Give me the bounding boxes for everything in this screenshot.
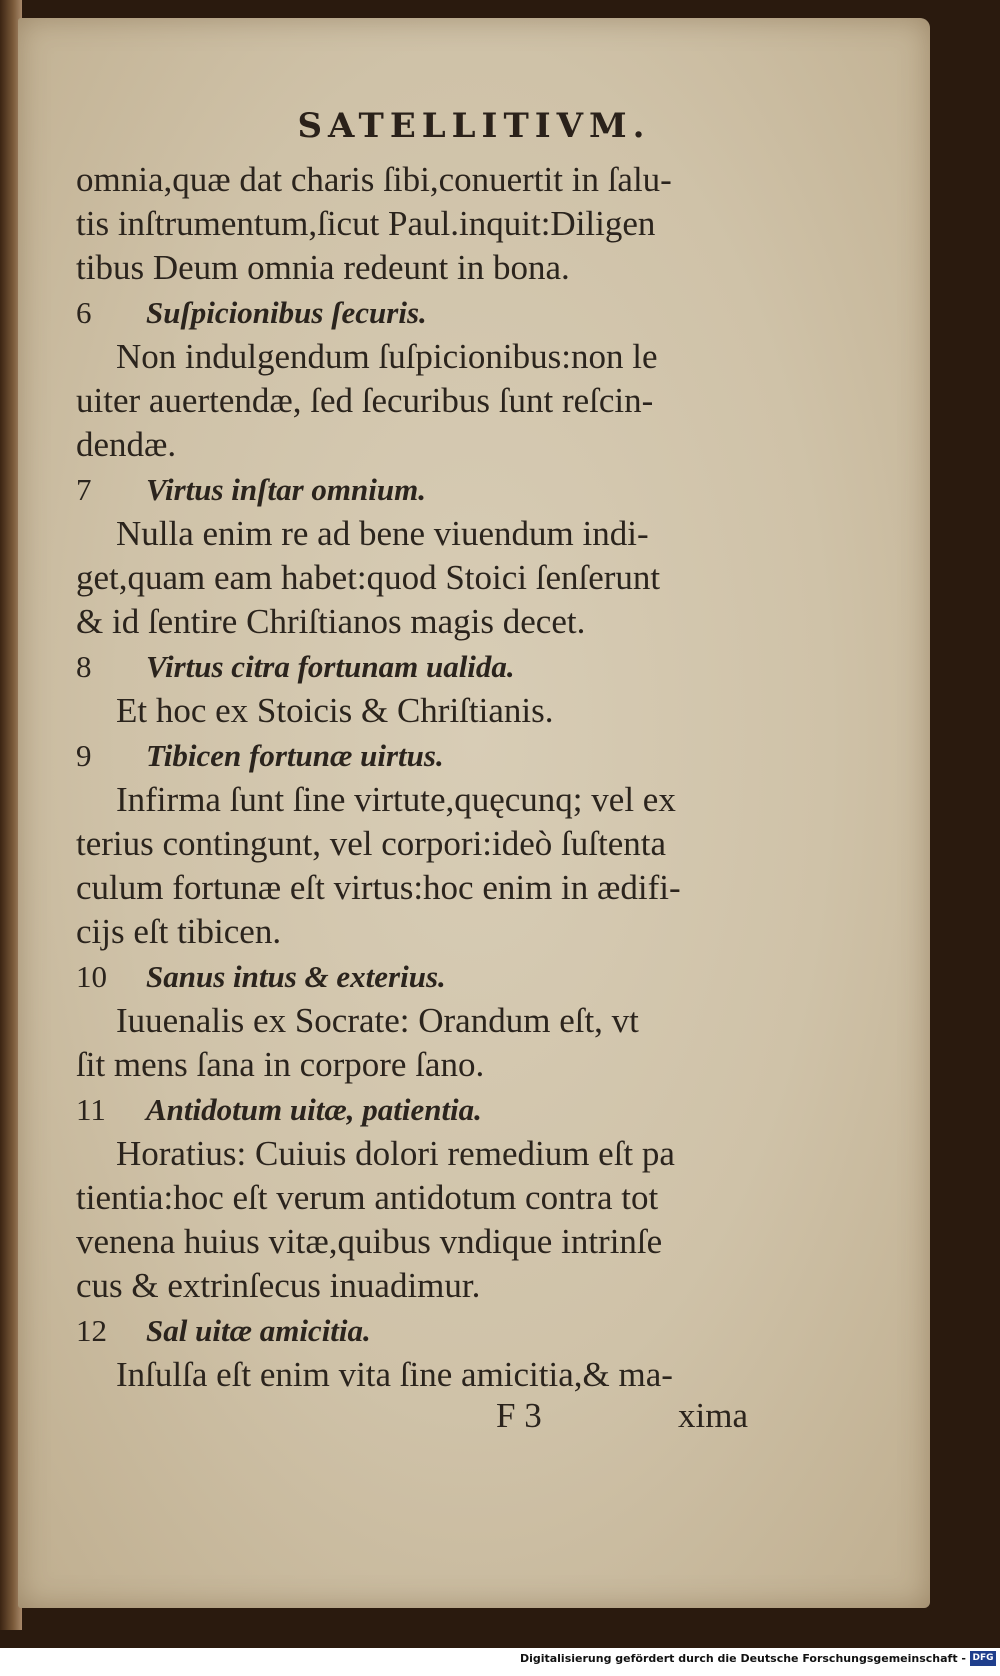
- text-line: culum fortunæ eſt virtus:hoc enim in ædifi-: [76, 868, 681, 907]
- text-line: Infirma ſunt ſine virtute,quęcunq; vel ex: [116, 780, 676, 819]
- page-text: [76, 158, 866, 1397]
- section-number: 12: [76, 1313, 107, 1348]
- text-line: venena huius vitæ,quibus vndique intrinſe: [76, 1222, 663, 1261]
- section-heading: [76, 733, 866, 778]
- section-number: 6: [76, 295, 92, 330]
- text-line: ſit mens ſana in corpore ſano.: [76, 1045, 485, 1084]
- text-line: dendæ.: [76, 425, 177, 464]
- text-line: Et hoc ex Stoicis & Chriſtianis.: [116, 691, 554, 730]
- text-line: Iuuenalis ex Socrate: Orandum eſt, vt: [116, 1001, 639, 1040]
- book-page: [18, 18, 930, 1608]
- text-line: tientia:hoc eſt verum antidotum contra tot: [76, 1178, 659, 1217]
- section-number: 11: [76, 1092, 106, 1127]
- text-line: tis inſtrumentum,ſicut Paul.inquit:Diligen: [76, 204, 656, 243]
- section-heading: [76, 290, 866, 335]
- section-title: Sanus intus & exterius.: [146, 959, 446, 994]
- section-number: 8: [76, 649, 92, 684]
- section-number: 9: [76, 738, 92, 773]
- dfg-logo: DFG: [970, 1651, 996, 1666]
- text-line: Inſulſa eſt enim vita ſine amicitia,& ma-: [116, 1355, 673, 1394]
- running-title: SATELLITIVM.: [297, 106, 651, 146]
- section-title: Virtus citra fortunam ualida.: [146, 649, 515, 684]
- page-footer: [18, 1396, 930, 1446]
- section-heading: [76, 1087, 866, 1132]
- catchword: xima: [678, 1396, 748, 1435]
- credit-text: Digitalisierung gefördert durch die Deutsche Forschungsgemeinschaft -: [519, 1652, 966, 1665]
- text-line: terius contingunt, vel corpori:ideò ſuſtenta: [76, 824, 666, 863]
- section-number: 10: [76, 959, 107, 994]
- section-heading: [76, 954, 866, 999]
- section-title: Tibicen fortunæ uirtus.: [146, 738, 444, 773]
- section-title: Virtus inſtar omnium.: [146, 472, 426, 507]
- text-line: Non indulgendum ſuſpicionibus:non le: [116, 337, 658, 376]
- text-line: get,quam eam habet:quod Stoici ſenſerunt: [76, 558, 661, 597]
- text-line: Horatius: Cuiuis dolori remedium eſt pa: [116, 1134, 675, 1173]
- text-line: cijs eſt tibicen.: [76, 912, 282, 951]
- text-line: uiter auertendæ, ſed ſecuribus ſunt reſcin-: [76, 381, 654, 420]
- section-title: Suſpicionibus ſecuris.: [146, 295, 427, 330]
- section-title: Antidotum uitæ, patientia.: [146, 1092, 482, 1127]
- text-line: tibus Deum omnia redeunt in bona.: [76, 248, 570, 287]
- credit-bar: [0, 1648, 1000, 1676]
- section-number: 7: [76, 472, 92, 507]
- section-heading: [76, 467, 866, 512]
- text-line: omnia,quæ dat charis ſibi,conuertit in ſalu-: [76, 160, 672, 199]
- signature-mark: F 3: [496, 1396, 542, 1435]
- section-heading: [76, 1308, 866, 1353]
- text-line: & id ſentire Chriſtianos magis decet.: [76, 602, 586, 641]
- text-line: cus & extrinſecus inuadimur.: [76, 1266, 481, 1305]
- section-title: Sal uitæ amicitia.: [146, 1313, 371, 1348]
- text-line: Nulla enim re ad bene viuendum indi-: [116, 514, 649, 553]
- section-heading: [76, 644, 866, 689]
